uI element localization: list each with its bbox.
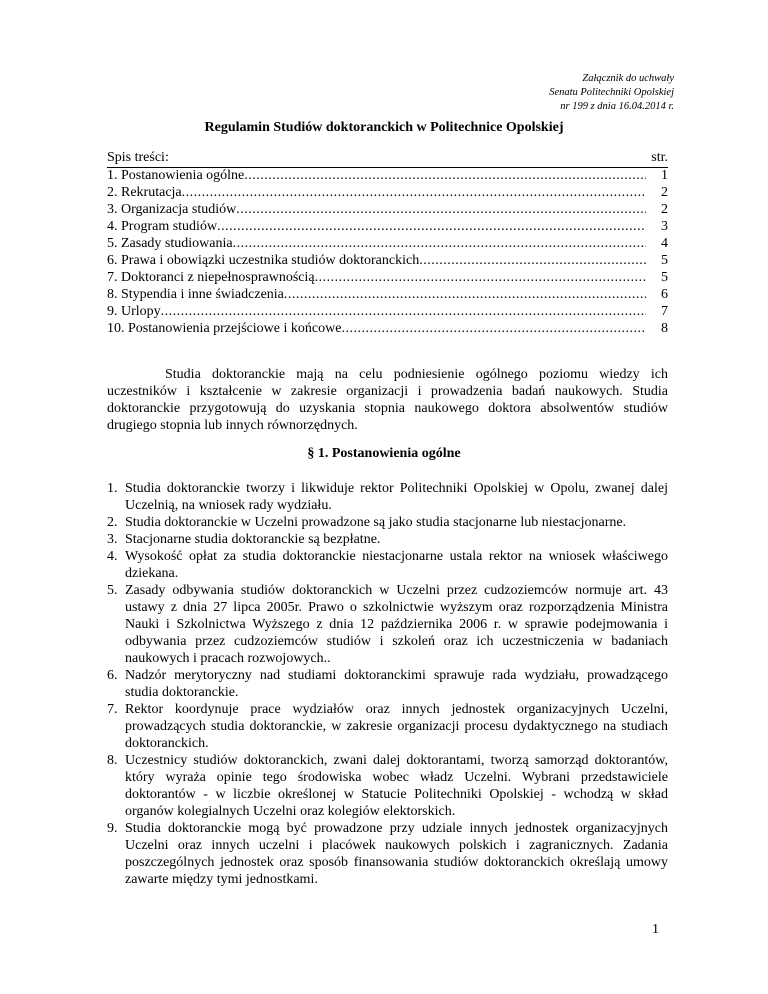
toc-entry-page: 5 bbox=[661, 253, 668, 268]
toc-page-heading: str. bbox=[651, 150, 668, 165]
provision-text: Studia doktoranckie w Uczelni prowadzone są jako studia stacjonarne lub niestacjonarne. bbox=[125, 515, 627, 530]
toc-leader-dots bbox=[284, 287, 646, 304]
toc-entry-label: 3. Organizacja studiów bbox=[107, 202, 237, 217]
toc-entry-page: 4 bbox=[661, 236, 668, 251]
provision-item bbox=[107, 667, 668, 701]
toc-leader-dots bbox=[341, 321, 646, 338]
toc-entry bbox=[107, 219, 668, 236]
provision-item bbox=[107, 531, 668, 548]
toc-leader-dots bbox=[315, 270, 646, 287]
page-number: 1 bbox=[652, 922, 659, 937]
toc-leader-dots bbox=[182, 185, 646, 202]
toc-entry bbox=[107, 287, 668, 304]
provision-number: 3. bbox=[107, 532, 118, 547]
provision-number: 7. bbox=[107, 702, 118, 717]
document-title: Regulamin Studiów doktoranckich w Politechnice Opolskiej bbox=[204, 120, 564, 135]
attachment-note bbox=[374, 72, 674, 114]
toc-entry bbox=[107, 185, 668, 202]
toc-entry-page: 7 bbox=[661, 304, 668, 319]
provision-text: Stacjonarne studia doktoranckie są bezpłatne. bbox=[125, 532, 381, 547]
toc-leader-dots bbox=[161, 304, 646, 321]
toc-entry-label: 4. Program studiów bbox=[107, 219, 218, 234]
toc-entry bbox=[107, 168, 668, 185]
toc-header bbox=[107, 150, 668, 168]
intro-paragraph: Studia doktoranckie mają na celu podniesienie ogólnego poziomu wiedzy ich uczestników i kształcenie w zakresie organizacji i prowadzenia badań naukowych. Studia doktoranckie przygotowują do uzyskania stopnia naukowego doktora absolwentów studiów drugiego stopnia lub innych równorzędnych. bbox=[107, 367, 668, 433]
toc-entry-label: 5. Zasady studiowania bbox=[107, 236, 233, 251]
toc-entry-label: 7. Doktoranci z niepełnosprawnością bbox=[107, 270, 315, 285]
toc-entry-page: 8 bbox=[661, 321, 668, 336]
toc-entry-label: 1. Postanowienia ogólne bbox=[107, 168, 245, 183]
provision-item bbox=[107, 752, 668, 820]
toc-entry bbox=[107, 321, 668, 338]
provisions-list bbox=[107, 480, 668, 888]
attachment-note-line: Załącznik do uchwały bbox=[582, 73, 674, 84]
provision-number: 6. bbox=[107, 668, 118, 683]
toc-leader-dots bbox=[419, 253, 646, 270]
provision-number: 9. bbox=[107, 821, 118, 836]
provision-number: 4. bbox=[107, 549, 118, 564]
toc-entry bbox=[107, 270, 668, 287]
provision-item bbox=[107, 701, 668, 752]
provision-number: 5. bbox=[107, 583, 118, 598]
provision-item bbox=[107, 582, 668, 667]
toc-entry-label: 10. Postanowienia przejściowe i końcowe bbox=[107, 321, 342, 336]
attachment-note-line: nr 199 z dnia 16.04.2014 r. bbox=[560, 101, 674, 112]
provision-number: 2. bbox=[107, 515, 118, 530]
toc-leader-dots bbox=[244, 168, 646, 185]
provision-number: 8. bbox=[107, 753, 118, 768]
provision-item bbox=[107, 548, 668, 582]
toc-entry bbox=[107, 304, 668, 321]
toc-entry-page: 6 bbox=[661, 287, 668, 302]
toc-entry-label: 9. Urlopy bbox=[107, 304, 161, 319]
provision-item bbox=[107, 480, 668, 514]
toc-entry-page: 1 bbox=[661, 168, 668, 183]
toc-heading: Spis treści: bbox=[107, 150, 169, 165]
table-of-contents bbox=[107, 150, 668, 338]
provision-text: Rektor koordynuje prace wydziałów oraz innych jednostek organizacyjnych Uczelni, prowadzących studia doktoranckie, w zakresie organizacji procesu dydaktycznego na studiach doktoranckich. bbox=[125, 702, 668, 751]
toc-entry-page: 2 bbox=[661, 202, 668, 217]
toc-entry bbox=[107, 236, 668, 253]
toc-leader-dots bbox=[233, 236, 646, 253]
toc-entry-page: 3 bbox=[661, 219, 668, 234]
toc-entry bbox=[107, 202, 668, 219]
provision-number: 1. bbox=[107, 481, 118, 496]
toc-entry bbox=[107, 253, 668, 270]
provision-text: Nadzór merytoryczny nad studiami doktoranckimi sprawuje rada wydziału, prowadzącego studia doktoranckie. bbox=[125, 668, 668, 700]
toc-entry-label: 6. Prawa i obowiązki uczestnika studiów doktoranckich bbox=[107, 253, 420, 268]
provision-text: Studia doktoranckie tworzy i likwiduje rektor Politechniki Opolskiej w Opolu, zwanej dalej Uczelnią, na wniosek rady wydziału. bbox=[125, 481, 668, 513]
toc-entry-page: 2 bbox=[661, 185, 668, 200]
toc-entry-label: 8. Stypendia i inne świadczenia bbox=[107, 287, 284, 302]
section-heading: § 1. Postanowienia ogólne bbox=[307, 446, 461, 461]
provision-text: Uczestnicy studiów doktoranckich, zwani dalej doktorantami, tworzą samorząd doktorantów, który wyraża opinie tego środowiska wobec władz Uczelni. Wybrani przedstawiciele doktorantów - w liczbie określonej w Statucie Politechniki Opolskiej - wchodzą w skład organów kolegialnych Uczelni oraz kolegiów elektorskich. bbox=[125, 753, 668, 819]
provision-text: Wysokość opłat za studia doktoranckie niestacjonarne ustala rektor na wniosek właściwego dziekana. bbox=[125, 549, 668, 581]
provision-item bbox=[107, 820, 668, 888]
provision-text: Zasady odbywania studiów doktoranckich w Uczelni przez cudzoziemców normuje art. 43 ustawy z dnia 27 lipca 2005r. Prawo o szkolnictwie wyższym oraz rozporządzenia Ministra Nauki i Szkolnictwa Wyższego z dnia 12 października 2006 r. w sprawie podejmowania i odbywania przez cudzoziemców studiów i szkoleń oraz ich uczestniczenia w badaniach naukowych i pracach rozwojowych.. bbox=[125, 583, 668, 666]
toc-leader-dots bbox=[217, 219, 646, 236]
toc-leader-dots bbox=[236, 202, 646, 219]
attachment-note-line: Senatu Politechniki Opolskiej bbox=[549, 87, 674, 98]
provision-text: Studia doktoranckie mogą być prowadzone przy udziale innych jednostek organizacyjnych Uczelni oraz innych uczelni i placówek naukowych polskich i zagranicznych. Zadania poszczególnych jednostek oraz sposób finansowania studiów doktoranckich określają umowy zawarte między tymi jednostkami. bbox=[125, 821, 668, 887]
toc-entry-page: 5 bbox=[661, 270, 668, 285]
provision-item bbox=[107, 514, 668, 531]
toc-entry-label: 2. Rekrutacja bbox=[107, 185, 182, 200]
